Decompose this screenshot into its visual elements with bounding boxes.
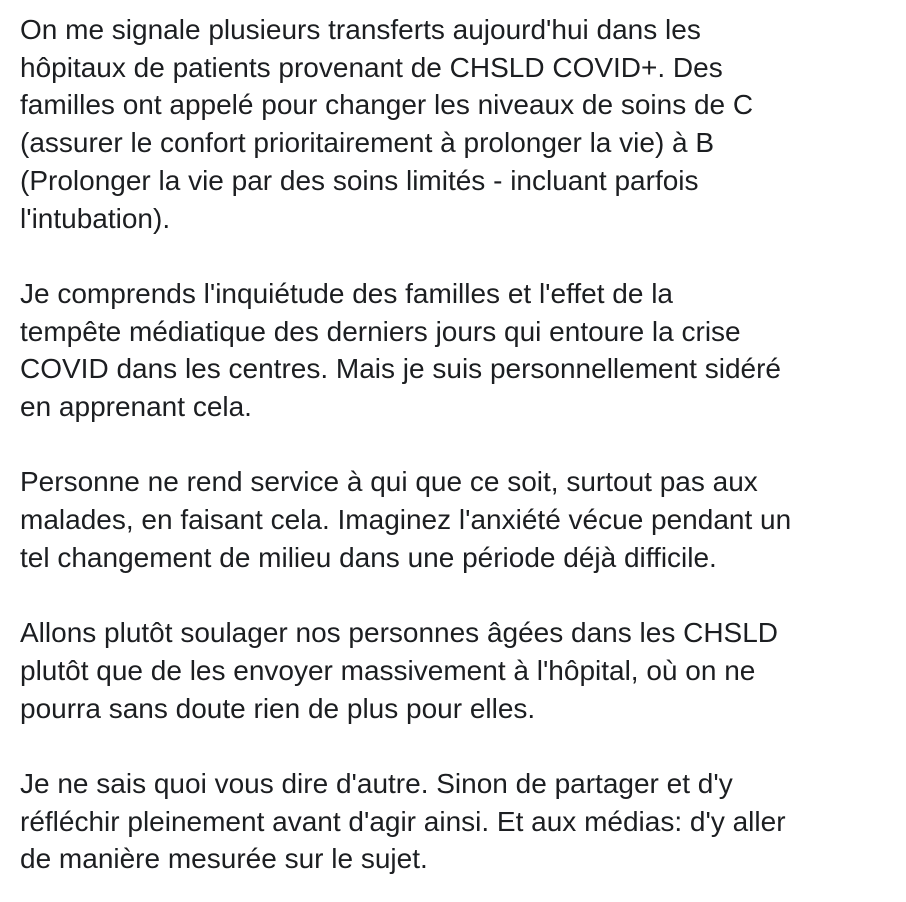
post-body [20,11,900,878]
text-line: (assurer le confort prioritairement à prolonger la vie) à B [20,127,715,159]
text-line: Personne ne rend service à qui que ce soit, surtout pas aux [20,466,758,498]
text-line: l'intubation). [20,202,171,234]
paragraph-1 [20,11,900,237]
text-line: (Prolonger la vie par des soins limités - incluant parfois [20,164,699,196]
text-line: malades, en faisant cela. Imaginez l'anxiété vécue pendant un [20,504,792,536]
text-line: Je ne sais quoi vous dire d'autre. Sinon de partager et d'y [20,768,733,799]
text-line: COVID dans les centres. Mais je suis personnellement sidéré [20,353,782,385]
paragraph-3 [20,463,900,576]
text-line: hôpitaux de patients provenant de CHSLD COVID+. Des [20,51,723,83]
text-line: Je comprends l'inquiétude des familles et l'effet de la [20,277,673,309]
paragraph-2 [20,275,900,426]
text-line: On me signale plusieurs transferts aujourd'hui dans les [20,14,701,45]
text-line: de manière mesurée sur le sujet. [20,843,428,875]
text-line: réfléchir pleinement avant d'agir ainsi. Et aux médias: d'y aller [20,805,786,837]
paragraph-4 [20,614,900,727]
text-line: tel changement de milieu dans une période déjà difficile. [20,541,717,573]
text-line: pourra sans doute rien de plus pour elles. [20,692,536,724]
paragraph-5 [20,765,900,878]
text-line: familles ont appelé pour changer les niveaux de soins de C [20,89,754,121]
text-line: Allons plutôt soulager nos personnes âgées dans les CHSLD [20,617,779,649]
text-line: en apprenant cela. [20,391,252,423]
text-line: tempête médiatique des derniers jours qui entoure la crise [20,315,741,347]
text-line: plutôt que de les envoyer massivement à l'hôpital, où on ne [20,654,756,686]
